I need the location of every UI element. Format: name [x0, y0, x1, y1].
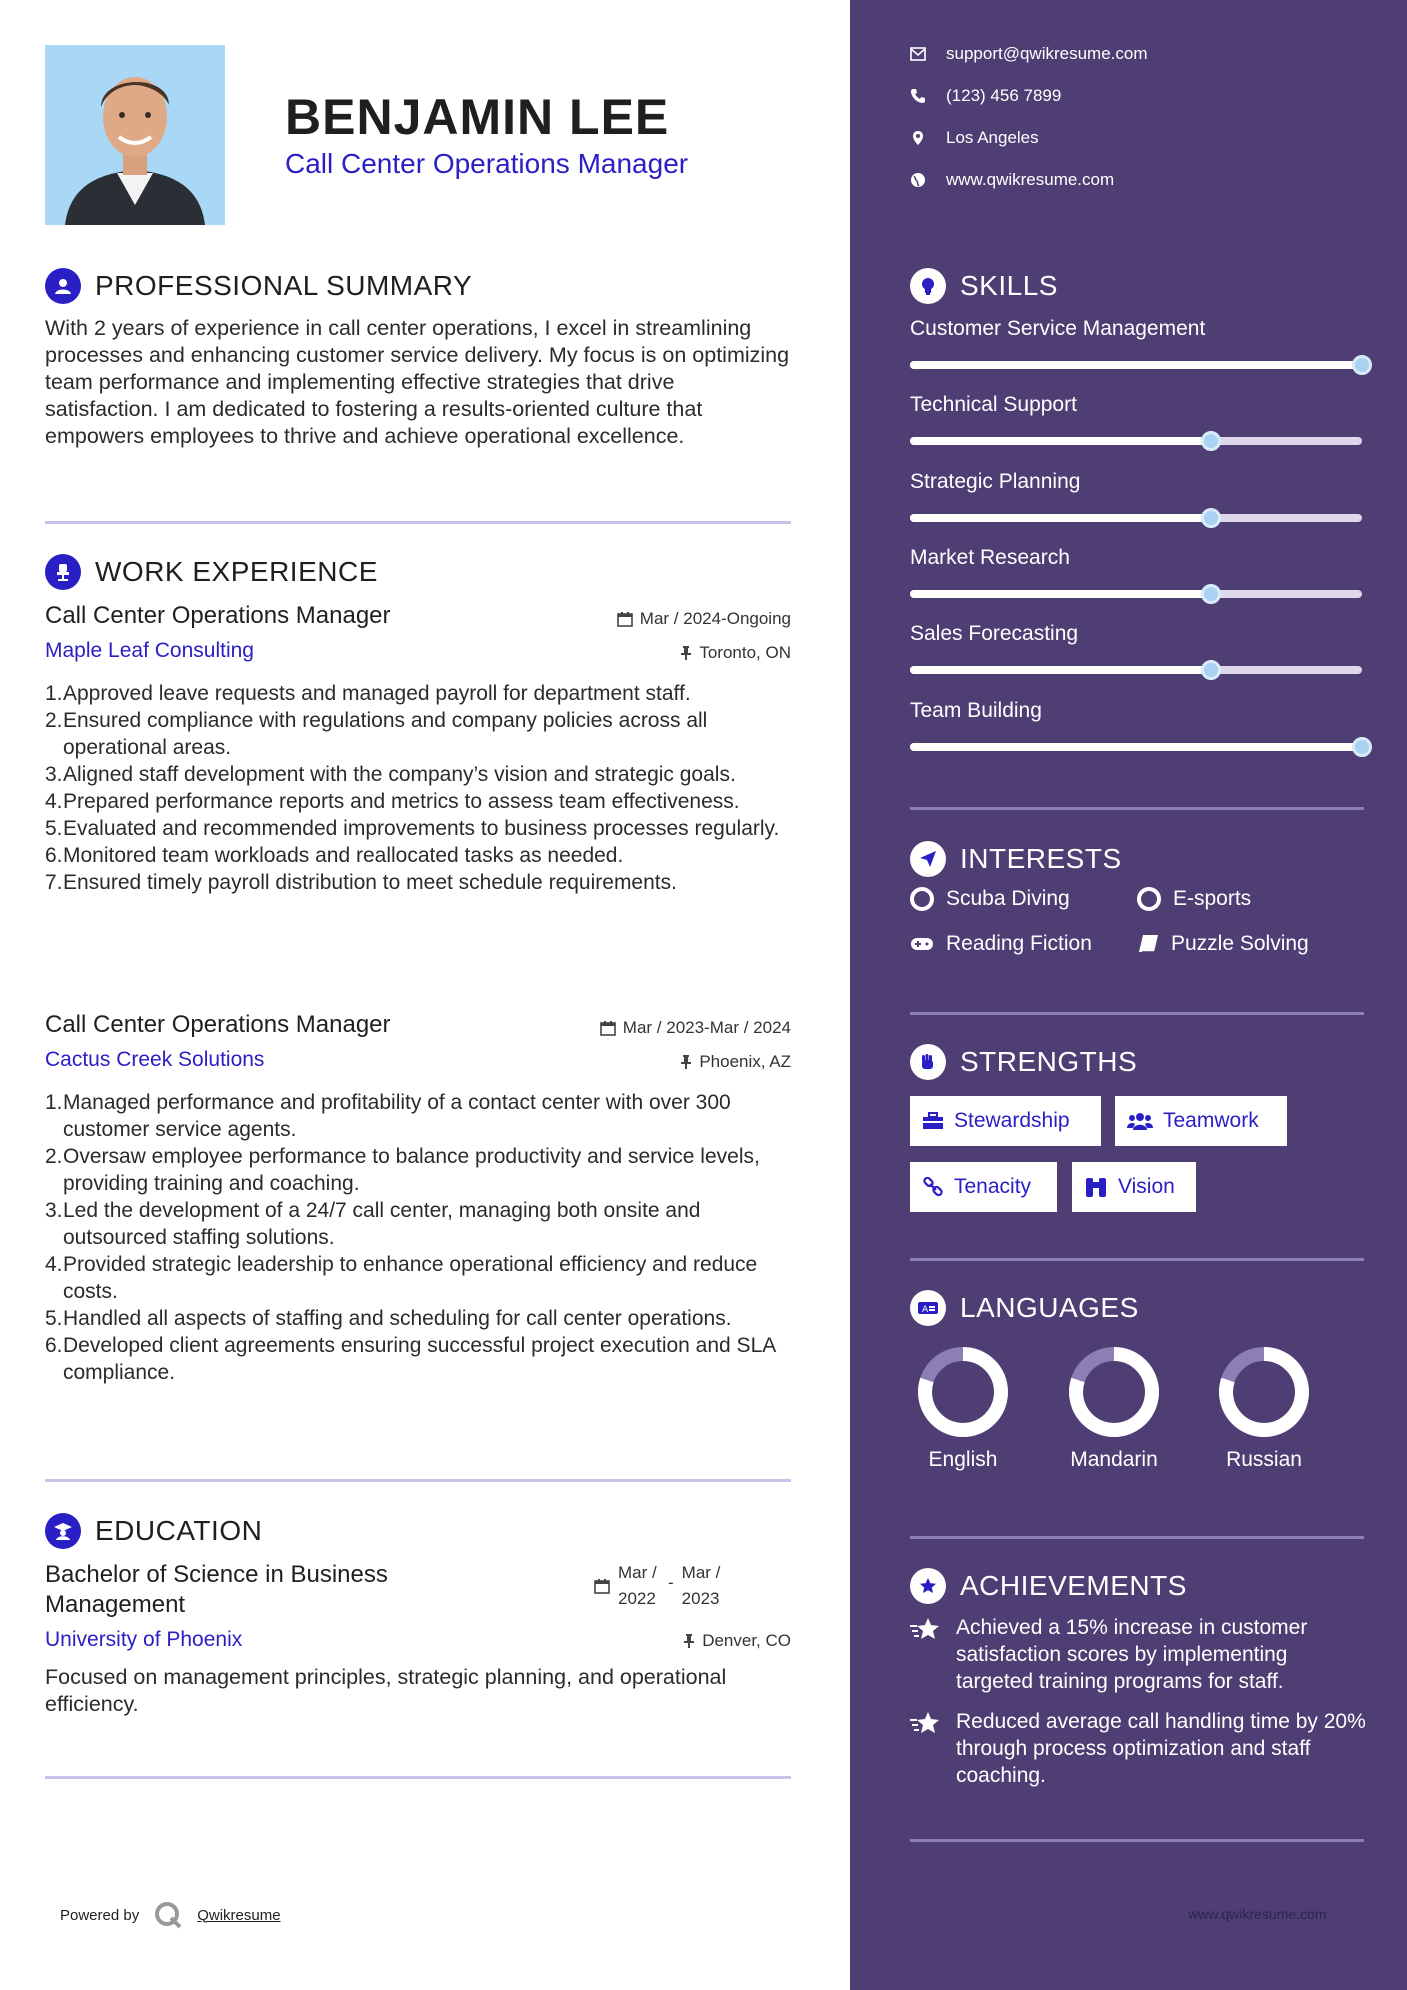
pin-icon: [680, 1054, 692, 1070]
education-description: Focused on management principles, strategic planning, and operational efficiency.: [45, 1665, 727, 1716]
experience-heading-label: WORK EXPERIENCE: [95, 556, 378, 587]
contact-website[interactable]: [910, 170, 1114, 190]
language-label: English: [928, 1448, 998, 1471]
contact-email-text: support@qwikresume.com: [946, 44, 1148, 63]
job-dates-text: Mar / 2023-Mar / 2024: [622, 1018, 791, 1037]
interest-label: Reading Fiction: [946, 932, 1092, 955]
skill-bar-knob: [1201, 508, 1221, 528]
divider: [910, 1839, 1364, 1842]
achievements-heading-label: ACHIEVEMENTS: [960, 1570, 1187, 1601]
strengths-heading-label: STRENGTHS: [960, 1046, 1138, 1077]
calendar-icon: [617, 611, 633, 627]
skill-bar-fill: [910, 666, 1211, 674]
office-chair-icon: [45, 554, 81, 590]
lifebuoy-icon: [1137, 887, 1161, 911]
education-date-separator: -: [668, 1573, 674, 1592]
interest-item: [1137, 887, 1251, 911]
skill-bar: [910, 514, 1362, 522]
job-dates: [600, 1018, 791, 1038]
job-location: [680, 1052, 791, 1072]
lifebuoy-icon: [910, 887, 934, 911]
education-dates: [594, 1560, 724, 1612]
skill-bar: [910, 743, 1362, 751]
star-icon: [910, 1616, 942, 1644]
achievement-text: Achieved a 15% increase in customer satisfaction scores by implementing targeted training programs for staff.: [956, 1616, 1308, 1693]
skill-bar: [910, 666, 1362, 674]
interest-label: Puzzle Solving: [1171, 932, 1309, 955]
users-icon: [1127, 1111, 1153, 1131]
interest-item: [1137, 932, 1309, 956]
divider: [45, 1479, 791, 1482]
skill-bar-knob: [1352, 737, 1372, 757]
experience-heading: [45, 554, 378, 590]
star-badge-icon: [910, 1568, 946, 1604]
achievements-heading: [910, 1568, 1187, 1604]
list-item: 4. Provided strategic leadership to enhance operational efficiency and reduce costs.: [45, 1253, 758, 1303]
strength-tag: [910, 1162, 1057, 1212]
contact-website-text: www.qwikresume.com: [946, 170, 1115, 189]
achievement-item: [910, 1708, 1370, 1789]
qwikresume-logo-icon: [153, 1900, 183, 1930]
job-dates: [617, 609, 791, 629]
skill-bar: [910, 590, 1362, 598]
summary-text: With 2 years of experience in call center operations, I excel in streamlining processes and enhancing customer service delivery. My focus is on optimizing team performance and implementing effective strategies that drive satisfaction. I am dedicated to fostering a results-oriented culture that empowers employees to thrive and achieve operational excellence.: [45, 316, 790, 448]
list-item: 1. Managed performance and profitability of a contact center with over 300 customer service agents.: [45, 1091, 731, 1141]
gamepad-icon: [910, 936, 934, 952]
language-ring: [1214, 1342, 1314, 1442]
contact-phone-text: (123) 456 7899: [946, 86, 1062, 105]
skill-bar-fill: [910, 437, 1211, 445]
skill-bar-fill: [910, 590, 1211, 598]
divider: [910, 1012, 1364, 1015]
pin-icon: [683, 1633, 695, 1649]
achievement-item: [910, 1614, 1370, 1695]
job-bullets: [45, 1089, 795, 1386]
list-item: 6. Developed client agreements ensuring successful project execution and SLA compliance.: [45, 1334, 776, 1384]
avatar: [45, 45, 225, 225]
education-location-text: Denver, CO: [702, 1631, 791, 1650]
skill-label: Technical Support: [910, 393, 1077, 416]
contact-email[interactable]: [910, 44, 1148, 64]
job-location-text: Toronto, ON: [699, 643, 791, 662]
job-location-text: Phoenix, AZ: [699, 1052, 791, 1071]
calendar-icon: [594, 1578, 610, 1594]
strength-label: Tenacity: [954, 1175, 1032, 1198]
language-label: Russian: [1226, 1448, 1302, 1471]
job-bullets: [45, 680, 795, 896]
powered-by-label: Powered by: [60, 1906, 140, 1924]
job-title: Call Center Operations Manager: [45, 1011, 391, 1038]
strength-tag: [1115, 1096, 1287, 1146]
skill-label: Market Research: [910, 546, 1070, 569]
list-item: 3. Aligned staff development with the company’s vision and strategic goals.: [45, 763, 736, 786]
calendar-icon: [600, 1020, 616, 1036]
skill-bar-knob: [1201, 660, 1221, 680]
skill-bar-fill: [910, 361, 1362, 369]
divider: [910, 1536, 1364, 1539]
summary-heading-label: PROFESSIONAL SUMMARY: [95, 270, 473, 301]
interests-heading-label: INTERESTS: [960, 843, 1122, 874]
education-location: [683, 1631, 791, 1651]
language-item: [903, 1342, 1023, 1472]
job-company: Maple Leaf Consulting: [45, 639, 254, 662]
interest-label: Scuba Diving: [946, 887, 1070, 910]
footer-powered: [60, 1900, 281, 1930]
list-item: 6. Monitored team workloads and reallocated tasks as needed.: [45, 844, 624, 867]
job-title: Call Center Operations Manager: [45, 602, 391, 629]
footer-website[interactable]: www.qwikresume.com: [1188, 1906, 1327, 1922]
strength-tag: [1072, 1162, 1196, 1212]
divider: [910, 1258, 1364, 1261]
skill-label: Customer Service Management: [910, 317, 1206, 340]
contact-phone[interactable]: [910, 86, 1061, 106]
school: University of Phoenix: [45, 1628, 243, 1651]
skill-bar-knob: [1201, 584, 1221, 604]
list-item: 4. Prepared performance reports and metrics to assess team effectiveness.: [45, 790, 740, 813]
skills-heading: [910, 268, 1058, 304]
strength-label: Vision: [1118, 1175, 1175, 1198]
list-item: 5. Evaluated and recommended improvements to business processes regularly.: [45, 817, 780, 840]
skill-label: Team Building: [910, 699, 1042, 722]
pin-icon: [680, 645, 692, 661]
interest-item: [910, 887, 1070, 911]
list-item: 1. Approved leave requests and managed payroll for department staff.: [45, 682, 691, 705]
skill-bar-fill: [910, 514, 1211, 522]
globe-icon: [910, 172, 926, 188]
contact-location-text: Los Angeles: [946, 128, 1039, 147]
briefcase-icon: [922, 1111, 944, 1131]
map-marker-icon: [910, 130, 926, 146]
graduate-icon: [45, 1513, 81, 1549]
list-item: 5. Handled all aspects of staffing and scheduling for call center operations.: [45, 1307, 732, 1330]
candidate-title: Call Center Operations Manager: [285, 148, 689, 179]
job-company: Cactus Creek Solutions: [45, 1048, 265, 1071]
languages-heading-label: LANGUAGES: [960, 1292, 1139, 1323]
education-date-end: Mar / 2023: [681, 1563, 721, 1608]
divider: [45, 521, 791, 524]
list-item: 2. Oversaw employee performance to balance productivity and service levels, providing training and coaching.: [45, 1145, 760, 1195]
education-heading: [45, 1513, 262, 1549]
envelope-icon: [910, 47, 926, 61]
degree: Bachelor of Science in Business Management: [45, 1561, 388, 1618]
link-icon: [922, 1176, 944, 1198]
strength-tag: [910, 1096, 1101, 1146]
skill-label: Sales Forecasting: [910, 622, 1079, 645]
list-item: 3. Led the development of a 24/7 call center, managing both onsite and outsourced staffing solutions.: [45, 1199, 701, 1249]
fist-icon: [910, 1044, 946, 1080]
strength-label: Teamwork: [1163, 1109, 1259, 1132]
list-item: 2. Ensured compliance with regulations and company policies across all operational areas.: [45, 709, 708, 759]
summary-heading: [45, 268, 472, 304]
education-date-start: Mar / 2022: [618, 1563, 657, 1608]
list-item: 7. Ensured timely payroll distribution to meet schedule requirements.: [45, 871, 677, 894]
interest-label: E-sports: [1173, 887, 1252, 910]
candidate-name: BENJAMIN LEE: [285, 89, 670, 145]
skill-bar-fill: [910, 743, 1362, 751]
divider: [910, 807, 1364, 810]
strengths-heading: [910, 1044, 1137, 1080]
strength-label: Stewardship: [954, 1109, 1070, 1132]
phone-icon: [910, 88, 926, 104]
interest-item: [910, 932, 1092, 956]
language-item: [1204, 1342, 1324, 1472]
language-ring: [913, 1342, 1013, 1442]
contact-location: [910, 128, 1039, 148]
translate-icon: [910, 1290, 946, 1326]
svg-text:A: A: [922, 1305, 929, 1315]
interests-heading: [910, 841, 1122, 877]
education-heading-label: EDUCATION: [95, 1515, 263, 1546]
skill-bar-knob: [1201, 431, 1221, 451]
achievement-text: Reduced average call handling time by 20% through process optimization and staff coaching.: [956, 1710, 1366, 1787]
skill-bar: [910, 361, 1362, 369]
job-dates-text: Mar / 2024-Ongoing: [639, 609, 791, 628]
job-location: [680, 643, 791, 663]
skill-bar: [910, 437, 1362, 445]
skill-label: Strategic Planning: [910, 470, 1081, 493]
language-item: [1054, 1342, 1174, 1472]
star-icon: [910, 1710, 942, 1738]
paper-plane-icon: [910, 841, 946, 877]
language-ring: [1064, 1342, 1164, 1442]
lightbulb-icon: [910, 268, 946, 304]
binoculars-icon: [1084, 1176, 1108, 1198]
skills-heading-label: SKILLS: [960, 270, 1058, 301]
user-icon: [45, 268, 81, 304]
language-label: Mandarin: [1070, 1448, 1158, 1471]
languages-heading: [910, 1290, 1139, 1326]
brand-link[interactable]: Qwikresume: [197, 1906, 281, 1924]
book-icon: [1137, 934, 1159, 954]
divider: [45, 1776, 791, 1779]
skill-bar-knob: [1352, 355, 1372, 375]
